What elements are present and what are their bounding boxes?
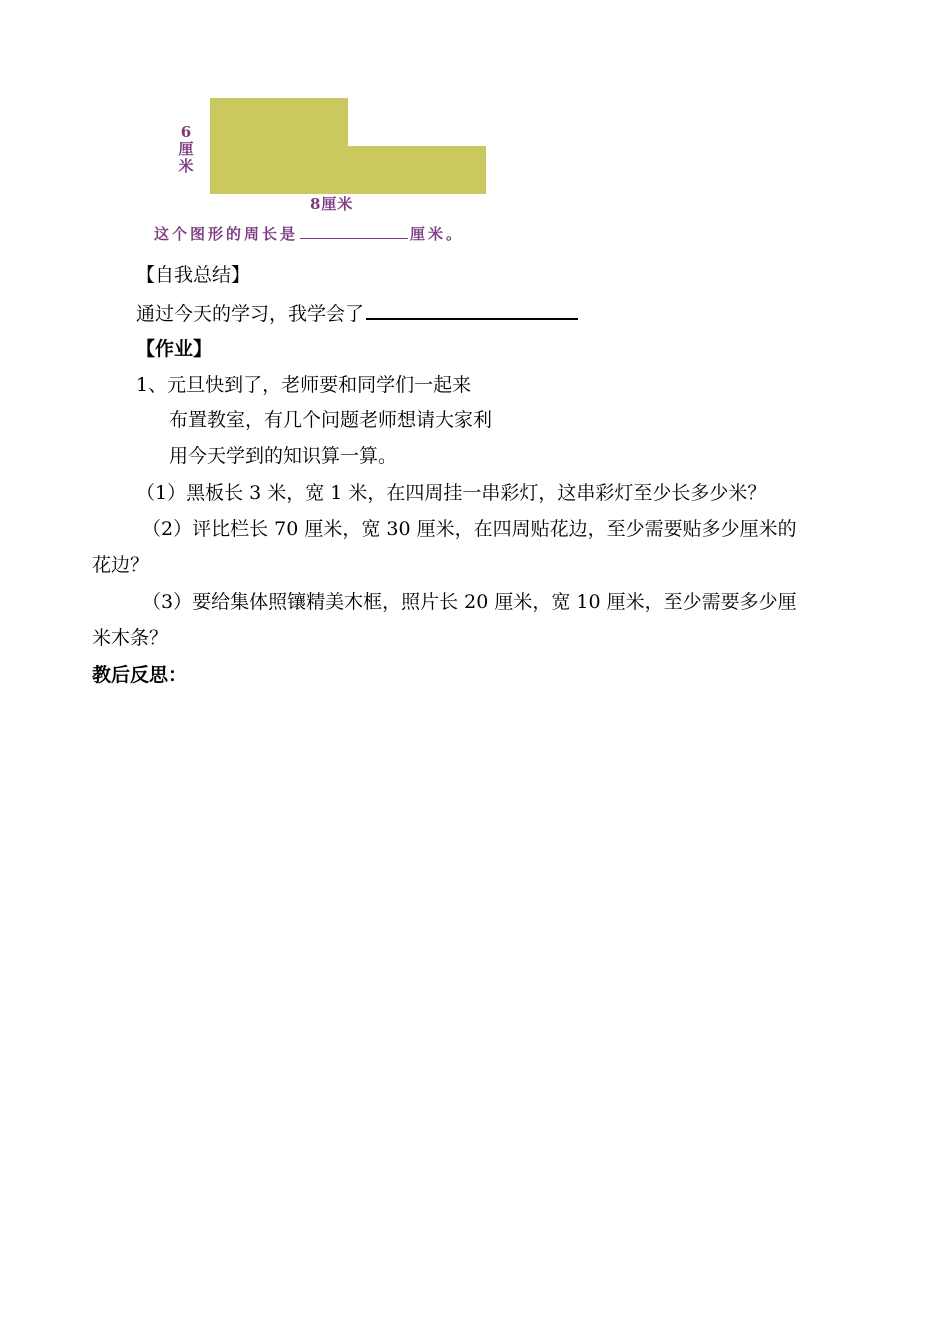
perimeter-figure (0, 0, 950, 250)
homework-heading: 【作业】 (136, 338, 213, 360)
summary-text: 通过今天的学习，我学会了 (136, 303, 365, 325)
bottom-length-label: 8厘米 (310, 195, 354, 213)
figure-question-text: 这个图形的周长是 (154, 225, 299, 243)
side-label-digit: 6 (180, 123, 192, 141)
question-3-line-1: （3）要给集体照镶精美木框，照片长 20 厘米，宽 10 厘米，至少需要多少厘 (142, 591, 797, 613)
question-3-line-2: 米木条？ (92, 627, 169, 649)
answer-blank[interactable] (300, 224, 408, 239)
reflection-heading: 教后反思： (92, 664, 188, 686)
side-label-char-1: 厘 (178, 140, 194, 158)
homework-intro-line-3: 用今天学到的知识算一算。 (169, 445, 398, 467)
homework-intro-line-2: 布置教室，有几个问题老师想请大家利 (169, 409, 493, 431)
figure-question (154, 223, 464, 244)
question-1: （1）黑板长 3 米，宽 1 米，在四周挂一串彩灯，这串彩灯至少长多少米？ (136, 482, 767, 504)
question-2-line-1: （2）评比栏长 70 厘米，宽 30 厘米，在四周贴花边，至少需要贴多少厘米的 (142, 518, 797, 540)
summary-line (136, 300, 578, 326)
figure-question-unit: 厘米。 (410, 225, 465, 243)
l-shape (210, 98, 486, 194)
l-shape-diagram (210, 98, 490, 198)
summary-heading: 【自我总结】 (136, 264, 251, 286)
side-length-label (174, 124, 198, 175)
homework-intro-line-1: 1、元旦快到了，老师要和同学们一起来 (136, 374, 472, 396)
summary-blank[interactable] (366, 300, 578, 320)
side-label-char-2: 米 (178, 157, 194, 175)
question-2-line-2: 花边？ (92, 554, 150, 576)
